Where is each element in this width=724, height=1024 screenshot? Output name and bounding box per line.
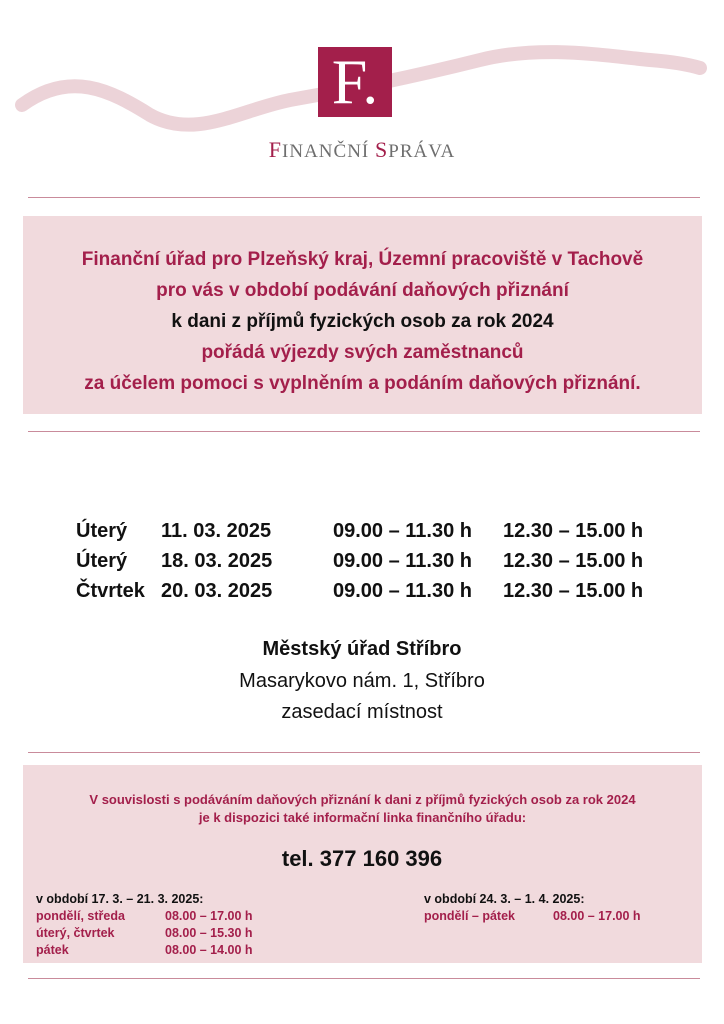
- hotline-hours: 08.00 – 14.00 h: [165, 943, 253, 957]
- schedule-time-afternoon: 12.30 – 15.00 h: [503, 550, 644, 572]
- schedule-date: 11. 03. 2025: [161, 520, 272, 542]
- hotline-row: [424, 908, 641, 925]
- location-address: Masarykovo nám. 1, Stříbro: [239, 670, 485, 692]
- schedule-time-afternoon: 12.30 – 15.00 h: [503, 520, 644, 542]
- hotline-period-1: [36, 891, 253, 959]
- intro-line-3: k dani z příjmů fyzických osob za rok 2024: [171, 311, 554, 332]
- info-line-2: je k dispozici také informační linka finančního úřadu:: [198, 810, 527, 825]
- schedule-time-morning: 09.00 – 11.30 h: [333, 520, 473, 542]
- schedule-day: Úterý: [76, 550, 128, 572]
- info-line-1: V souvislosti s podáváním daňových přiznání k dani z příjmů fyzických osob za rok 2024: [89, 792, 636, 807]
- hotline-hours: 08.00 – 17.00 h: [553, 909, 641, 923]
- intro-line-1: Finanční úřad pro Plzeňský kraj, Územní pracoviště v Tachově: [81, 249, 644, 270]
- hotline-row: [36, 942, 253, 959]
- location-name: Městský úřad Stříbro: [262, 638, 462, 660]
- divider: [28, 197, 700, 198]
- divider: [28, 431, 700, 432]
- hotline-days: úterý, čtvrtek: [36, 926, 115, 940]
- intro-line-5: za účelem pomoci s vyplněním a podáním daňových přiznání.: [84, 373, 641, 394]
- schedule-date: 18. 03. 2025: [161, 550, 273, 572]
- schedule-time-morning: 09.00 – 11.30 h: [333, 550, 473, 572]
- schedule-table: [76, 516, 676, 606]
- divider: [28, 752, 700, 753]
- hotline-days: pondělí, středa: [36, 909, 125, 923]
- phone-number: tel. 377 160 396: [281, 846, 443, 871]
- schedule-date: 20. 03. 2025: [161, 580, 273, 602]
- schedule-day: Čtvrtek: [76, 580, 145, 602]
- intro-line-4: pořádá výjezdy svých zaměstnanců: [201, 342, 524, 363]
- schedule-day: Úterý: [76, 520, 128, 542]
- location-room: zasedací místnost: [281, 701, 443, 723]
- schedule-time-afternoon: 12.30 – 15.00 h: [503, 580, 644, 602]
- hotline-days: pátek: [36, 943, 69, 957]
- intro-line-2: pro vás v období podávání daňových přiznání: [156, 280, 569, 301]
- hotline-row: [36, 925, 253, 942]
- hotline-period-2: [424, 891, 641, 925]
- schedule-row: [76, 576, 676, 606]
- logo-mark: F.: [318, 47, 392, 117]
- schedule-row: [76, 546, 676, 576]
- schedule-row: [76, 516, 676, 546]
- hotline-hours: 08.00 – 15.30 h: [165, 926, 253, 940]
- period-1-title: v období 17. 3. – 21. 3. 2025:: [36, 892, 204, 906]
- brand-name: FINANČNÍ SPRÁVA: [268, 137, 456, 162]
- intro-text: [23, 244, 702, 399]
- hotline-hours: 08.00 – 17.00 h: [165, 909, 253, 923]
- hotline-row: [36, 908, 253, 925]
- info-text: [23, 791, 702, 827]
- schedule-time-morning: 09.00 – 11.30 h: [333, 580, 473, 602]
- divider: [28, 978, 700, 979]
- period-2-title: v období 24. 3. – 1. 4. 2025:: [424, 892, 585, 906]
- hotline-days: pondělí – pátek: [424, 909, 515, 923]
